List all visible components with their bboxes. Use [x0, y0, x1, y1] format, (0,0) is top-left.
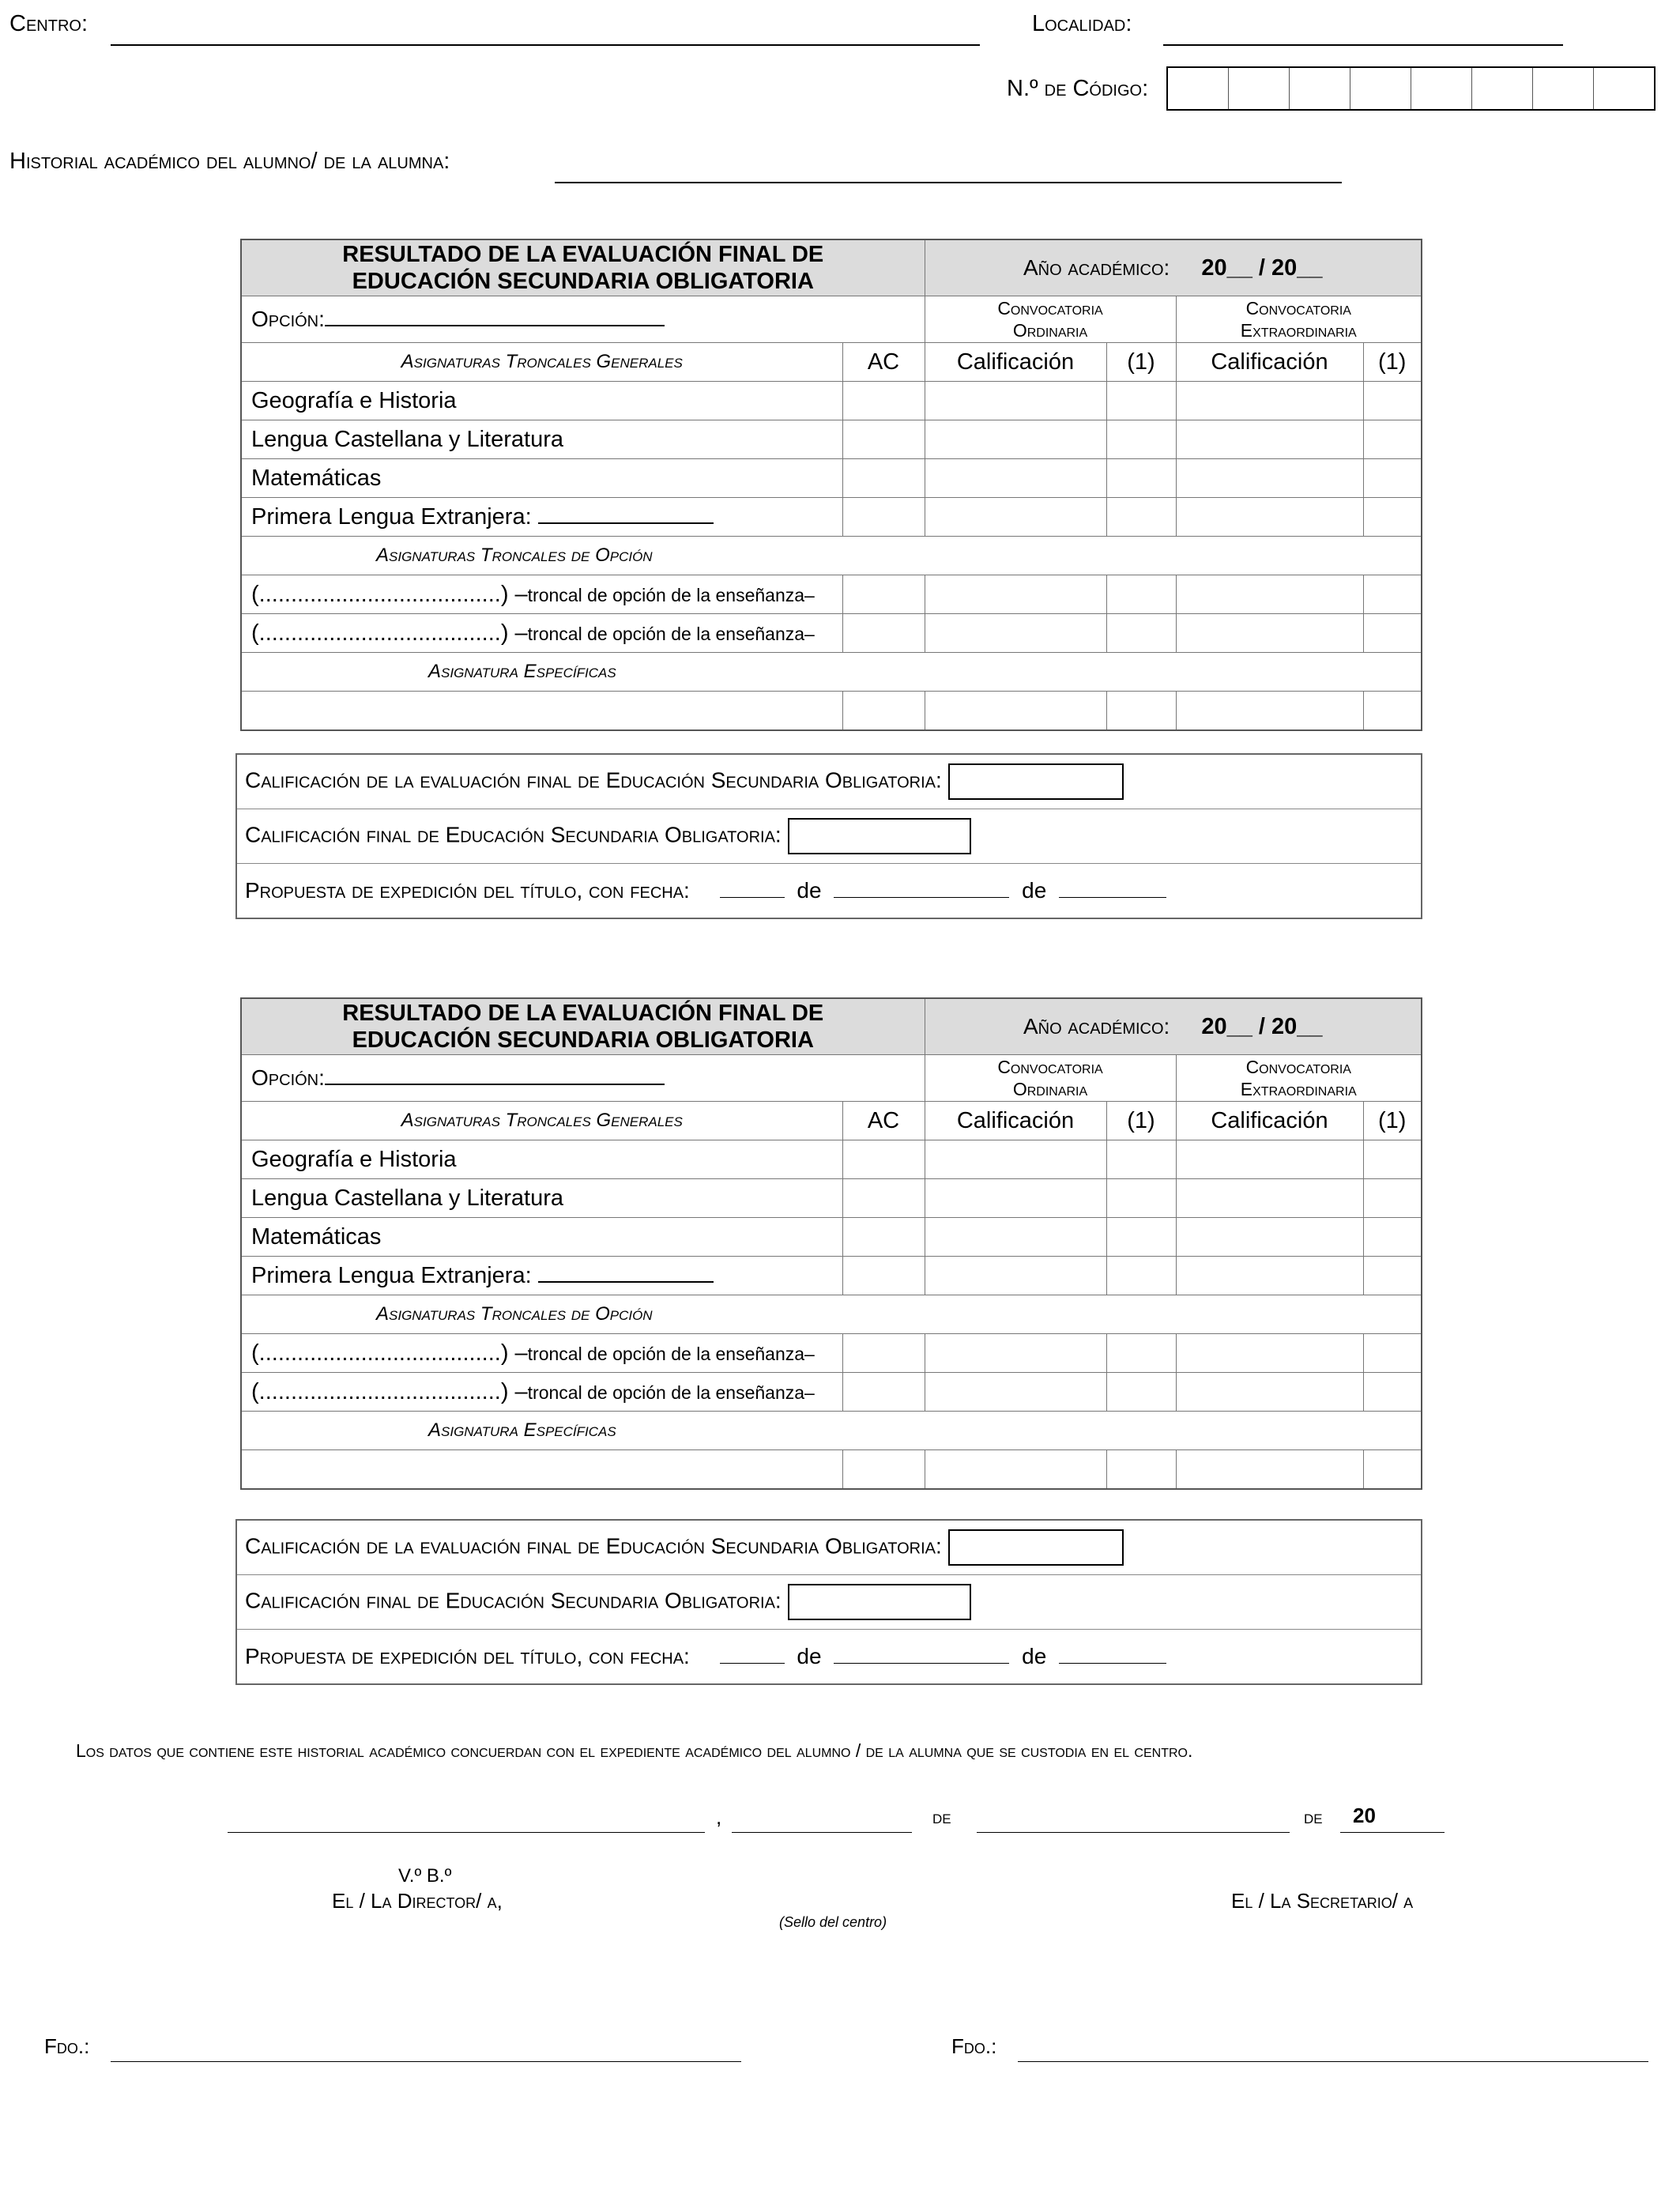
- especificas-label: Asignatura Específicas: [241, 1412, 1422, 1450]
- troncales-opcion-label: Asignaturas Troncales de Opción: [241, 537, 1422, 575]
- propuesta-row: Propuesta de expedición del título, con fecha: de de: [236, 1630, 1422, 1685]
- de-label: de: [932, 1807, 951, 1828]
- table-row: [241, 382, 1422, 420]
- propuesta-row: Propuesta de expedición del título, con fecha: de de: [236, 864, 1422, 919]
- option-field[interactable]: [325, 1083, 665, 1085]
- eval-final-box[interactable]: [948, 763, 1124, 800]
- summary-block-2: [235, 1519, 1422, 1685]
- final-row: Calificación final de Educación Secundaria Obligatoria:: [236, 1575, 1422, 1630]
- year-prefix: 20: [1353, 1804, 1376, 1827]
- month-field[interactable]: [977, 1832, 1290, 1833]
- troncal-option-row: (......................................) –troncal de opción de la enseñanza–: [241, 1373, 842, 1412]
- calif-ord-header: Calificación: [925, 1102, 1106, 1140]
- option-row: Opción:: [241, 296, 925, 343]
- table-row: [241, 614, 1422, 653]
- table-row: [241, 575, 1422, 614]
- fdo-right-field[interactable]: [1018, 2061, 1648, 2062]
- subject-name: Geografía e Historia: [241, 1140, 842, 1179]
- year-field[interactable]: [1340, 1832, 1445, 1833]
- subject-name: Matemáticas: [241, 1218, 842, 1257]
- table-row: [241, 1179, 1422, 1218]
- especificas-label: Asignatura Específicas: [241, 653, 1422, 692]
- generales-label: Asignaturas Troncales Generales: [241, 343, 842, 382]
- visto-bueno: V.º B.º: [398, 1865, 452, 1887]
- codigo-box[interactable]: [1168, 68, 1228, 109]
- centro-label: Centro:: [9, 11, 88, 36]
- codigo-box[interactable]: [1593, 68, 1654, 109]
- footer-statement: Los datos que contiene este historial académico concuerdan con el expediente académico del alumno / de la alumna que se custodia en el centro.: [76, 1740, 1193, 1761]
- year-field[interactable]: [1059, 896, 1166, 898]
- note-ord-header: (1): [1106, 1102, 1176, 1140]
- centro-field[interactable]: [111, 44, 980, 46]
- table-row: [241, 1450, 1422, 1490]
- language-field[interactable]: [538, 522, 714, 524]
- place-field[interactable]: [228, 1832, 705, 1833]
- generales-label: Asignaturas Troncales Generales: [241, 1102, 842, 1140]
- conv-extraordinaria: Convocatoria Extraordinaria: [1176, 296, 1422, 343]
- historial-label: Historial académico del alumno/ de la alumna:: [9, 149, 450, 174]
- troncal-option-row: (......................................) –troncal de opción de la enseñanza–: [241, 1334, 842, 1373]
- conv-ordinaria: Convocatoria Ordinaria: [925, 296, 1176, 343]
- academic-year: Año académico: 20__ / 20__: [925, 239, 1422, 296]
- month-field[interactable]: [834, 1662, 1009, 1664]
- codigo-boxes[interactable]: [1166, 66, 1656, 111]
- codigo-label: N.º de Código:: [1007, 76, 1149, 101]
- table-row: [241, 1334, 1422, 1373]
- table-row: [241, 1257, 1422, 1295]
- subject-name: Geografía e Historia: [241, 382, 842, 420]
- subject-name: Matemáticas: [241, 459, 842, 498]
- final-box[interactable]: [788, 1584, 971, 1620]
- troncal-option-row: (......................................) –troncal de opción de la enseñanza–: [241, 575, 842, 614]
- localidad-field[interactable]: [1163, 44, 1563, 46]
- ac-header: AC: [842, 1102, 925, 1140]
- codigo-box[interactable]: [1350, 68, 1411, 109]
- fdo-left-field[interactable]: [111, 2061, 741, 2062]
- option-row: Opción:: [241, 1055, 925, 1102]
- note-ext-header: (1): [1363, 343, 1422, 382]
- codigo-box[interactable]: [1228, 68, 1289, 109]
- final-row: Calificación final de Educación Secundaria Obligatoria:: [236, 809, 1422, 864]
- evaluation-table-2: [240, 997, 1422, 1490]
- table-row: [241, 1373, 1422, 1412]
- director-label: El / La Director/ a,: [332, 1889, 503, 1913]
- evaluation-table-1: [240, 239, 1422, 731]
- year-field[interactable]: [1059, 1662, 1166, 1664]
- troncal-option-row: (......................................) –troncal de opción de la enseñanza–: [241, 614, 842, 653]
- calif-ext-header: Calificación: [1176, 1102, 1363, 1140]
- language-field[interactable]: [538, 1280, 714, 1283]
- secretario-label: El / La Secretario/ a: [1231, 1889, 1414, 1913]
- summary-block-1: [235, 753, 1422, 919]
- codigo-box[interactable]: [1289, 68, 1350, 109]
- codigo-box[interactable]: [1471, 68, 1532, 109]
- table-title: RESULTADO DE LA EVALUACIÓN FINAL DE EDUCACIÓN SECUNDARIA OBLIGATORIA: [241, 998, 925, 1055]
- calif-ord-header: Calificación: [925, 343, 1106, 382]
- sello-label: (Sello del centro): [779, 1914, 887, 1930]
- academic-year: Año académico: 20__ / 20__: [925, 998, 1422, 1055]
- table-row: [241, 1218, 1422, 1257]
- comma: ,: [716, 1805, 722, 1829]
- codigo-box[interactable]: [1411, 68, 1471, 109]
- table-row: [241, 692, 1422, 731]
- table-title: RESULTADO DE LA EVALUACIÓN FINAL DE EDUCACIÓN SECUNDARIA OBLIGATORIA: [241, 239, 925, 296]
- calif-ext-header: Calificación: [1176, 343, 1363, 382]
- conv-ordinaria: Convocatoria Ordinaria: [925, 1055, 1176, 1102]
- historial-field[interactable]: [555, 182, 1342, 183]
- fdo-right-label: Fdo.:: [951, 2034, 997, 2058]
- subject-name: Lengua Castellana y Literatura: [241, 420, 842, 459]
- eval-final-row: Calificación de la evaluación final de Educación Secundaria Obligatoria:: [236, 1520, 1422, 1575]
- eval-final-row: Calificación de la evaluación final de Educación Secundaria Obligatoria:: [236, 754, 1422, 809]
- table-row: [241, 459, 1422, 498]
- subject-name: Primera Lengua Extranjera:: [241, 1257, 842, 1295]
- day-field[interactable]: [720, 896, 785, 898]
- option-field[interactable]: [325, 324, 665, 326]
- table-row: [241, 498, 1422, 537]
- subject-name: Lengua Castellana y Literatura: [241, 1179, 842, 1218]
- day-field[interactable]: [732, 1832, 912, 1833]
- de-label: de: [1304, 1807, 1323, 1828]
- eval-final-box[interactable]: [948, 1529, 1124, 1566]
- table-row: [241, 420, 1422, 459]
- day-field[interactable]: [720, 1662, 785, 1664]
- table-row: [241, 1140, 1422, 1179]
- troncales-opcion-label: Asignaturas Troncales de Opción: [241, 1295, 1422, 1334]
- conv-extraordinaria: Convocatoria Extraordinaria: [1176, 1055, 1422, 1102]
- codigo-box[interactable]: [1532, 68, 1593, 109]
- note-ext-header: (1): [1363, 1102, 1422, 1140]
- fdo-left-label: Fdo.:: [44, 2034, 90, 2058]
- note-ord-header: (1): [1106, 343, 1176, 382]
- month-field[interactable]: [834, 896, 1009, 898]
- ac-header: AC: [842, 343, 925, 382]
- final-box[interactable]: [788, 818, 971, 854]
- localidad-label: Localidad:: [1032, 11, 1132, 36]
- subject-name: Primera Lengua Extranjera:: [241, 498, 842, 537]
